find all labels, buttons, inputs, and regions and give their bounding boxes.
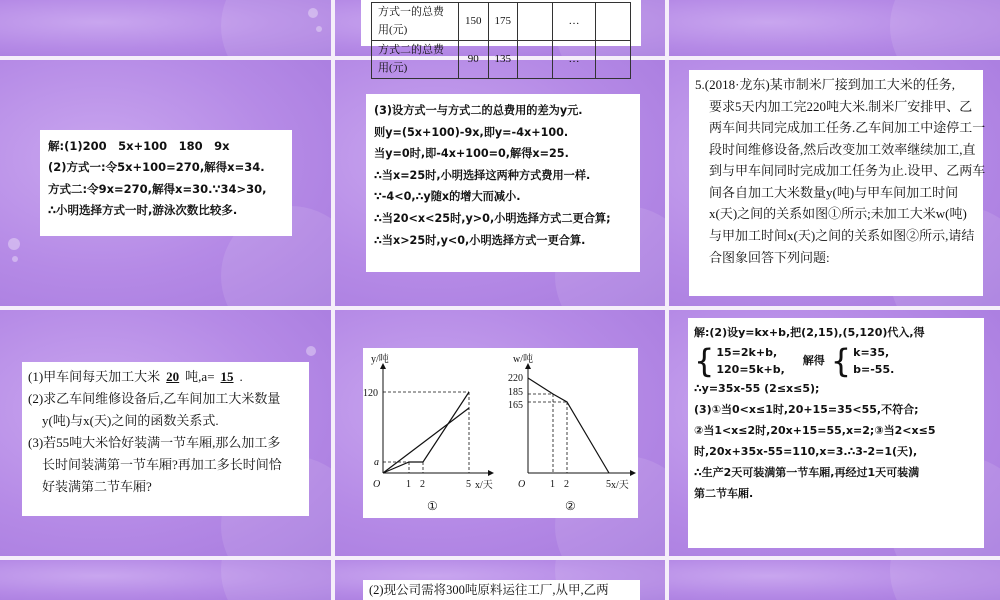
table-cell (518, 41, 553, 79)
fee-table-card (361, 0, 641, 74)
solution-text: 解得 (802, 354, 825, 368)
question-text: (1)甲车间每天加工大米 (28, 369, 161, 384)
w-line (528, 378, 609, 473)
tick-label: 1 (406, 479, 411, 490)
table-cell (518, 3, 553, 41)
problem-line: 5.(2018·龙东)某市制米厂接到加工大米的任务, (695, 77, 955, 92)
slide-r1c1 (0, 0, 331, 56)
solution-line: ∴生产2天可装满第一节车厢,再经过1天可装满 (694, 465, 920, 479)
question-text: . (239, 369, 243, 384)
solution-line: ∴当x>25时,y<0,小明选择方式一更合算. (374, 233, 586, 247)
origin-label: O (373, 479, 381, 490)
solution-line: (3)①当0<x≤1时,20+15=35<55,不符合; (694, 402, 919, 416)
problem-line: 段时间维修设备,然后改变加工效率继续加工,直 (709, 141, 976, 157)
table-cell (596, 3, 631, 41)
tick-label: a (374, 457, 379, 468)
equation-line: 15=2k+b, (716, 345, 778, 359)
graph-caption: ① (427, 499, 438, 513)
problem-card (689, 70, 986, 296)
question-line: (2)求乙车间维修设备后,乙车间加工大米数量 (28, 391, 281, 407)
bottom-line: (2)现公司需将300吨原料运往工厂,从甲,乙两 (369, 583, 609, 597)
solution-line: ②当1<x≤2时,20x+15=55,x=2;③当2<x≤5 (694, 423, 936, 437)
tick-label: 120 (363, 388, 378, 399)
tick-label: 2 (420, 479, 425, 490)
problem-line: 间各自加工大米数量y(吨)与甲车间加工时间 (709, 184, 959, 200)
answer-blank: 20 (166, 369, 180, 384)
equation-line: 120=5k+b, (716, 363, 785, 377)
solution-card-a (40, 130, 292, 236)
y-axis-label: w/吨 (513, 354, 533, 365)
tick-label: 1 (550, 479, 555, 490)
fee-table (371, 2, 631, 79)
slide-r4c3 (669, 560, 1000, 600)
solution-card-c (688, 318, 984, 548)
question-line: y(吨)与x(天)之间的函数关系式. (42, 413, 219, 429)
question-line: (3)若55吨大米恰好装满一节车厢,那么加工多 (28, 435, 281, 451)
solution-card-b (366, 94, 640, 272)
brace-icon: { (830, 342, 852, 381)
tick-label: 165 (508, 400, 523, 411)
x-axis-label: x/天 (611, 480, 629, 491)
tick-label: 5 (606, 479, 611, 490)
answer-blank: 15 (220, 369, 234, 384)
brace-icon: { (694, 342, 715, 381)
graphs-card (363, 348, 638, 518)
solution-line: 时,20x+35x-55=110,x=3.∴3-2=1(天), (694, 444, 918, 458)
solution-line: 解:(2)设y=kx+b,把(2,15),(5,120)代入,得 (694, 326, 925, 339)
tick-label: 5 (466, 479, 471, 490)
question-line: 好装满第二节车厢? (42, 479, 152, 495)
y-axis-label: y/吨 (371, 354, 389, 365)
question-1 (28, 366, 303, 388)
solution-line: ∴当20<x<25时,y>0,小明选择方式二更合算; (374, 212, 611, 226)
equation-line: k=35, (853, 345, 890, 359)
table-cell: 方式二的总费用(元) (372, 41, 459, 79)
solution-line: 则y=(5x+100)-9x,即y=-4x+100. (374, 125, 569, 139)
table-cell: … (553, 3, 596, 41)
solution-line: 解:(1)200 5x+100 180 9x (48, 139, 230, 153)
slide-r4c1 (0, 560, 331, 600)
solution-line: ∴当x=25时,小明选择这两种方式费用一样. (374, 168, 591, 182)
equation-system (694, 344, 978, 379)
graph-caption: ② (565, 499, 576, 513)
problem-line: 要求5天内加工完220吨大米.制米厂安排甲、乙 (709, 98, 973, 114)
jia-line (383, 408, 469, 473)
solution-line: 方式二:令9x=270,解得x=30.∵34>30, (48, 181, 267, 196)
solution-line: 当y=0时,即-4x+100=0,解得x=25. (374, 147, 569, 161)
x-axis-label: x/天 (475, 480, 493, 491)
table-cell: 90 (459, 41, 489, 79)
tick-label: 220 (508, 373, 523, 384)
table-cell: 150 (459, 3, 489, 41)
graph-2 (508, 352, 635, 513)
question-line: 长时间装满第一节车厢?再加工多长时间恰 (42, 457, 282, 473)
tick-label: 2 (564, 479, 569, 490)
table-cell (596, 41, 631, 79)
solution-line: ∴y=35x-55 (2≤x≤5); (694, 382, 820, 396)
table-row (372, 41, 631, 79)
solution-line: (3)设方式一与方式二的总费用的差为y元. (374, 104, 583, 117)
problem-line: 与甲加工时间x(天)之间的关系如图②所示,请结 (709, 228, 975, 244)
bottom-text-card (363, 580, 640, 600)
yi-line (383, 392, 469, 473)
table-cell: … (553, 41, 596, 79)
question-text: 吨,a= (185, 369, 215, 384)
solution-line: ∵-4<0,∴y随x的增大而减小. (374, 190, 521, 204)
solution-line: (2)方式一:令5x+100=270,解得x=34. (48, 160, 265, 175)
origin-label: O (518, 479, 526, 490)
equation-line: b=-55. (853, 363, 895, 377)
problem-line: 两车间共同完成加工任务.乙车间加工中途停工一 (709, 120, 986, 136)
questions-card (22, 362, 309, 516)
solution-line: 第二节车厢. (694, 486, 754, 500)
problem-line: x(天)之间的关系如图①所示;未加工大米w(吨) (709, 206, 967, 222)
function-graphs (363, 348, 638, 518)
tick-label: 185 (508, 387, 523, 398)
table-cell: 175 (488, 3, 518, 41)
table-cell: 135 (488, 41, 518, 79)
slide-r1c3 (669, 0, 1000, 56)
problem-line: 到与甲车间同时完成加工任务为止.设甲、乙两车 (709, 163, 986, 179)
table-row (372, 3, 631, 41)
problem-line: 合图象回答下列问题: (709, 249, 830, 265)
table-cell: 方式一的总费用(元) (372, 3, 459, 41)
graph-1 (363, 352, 493, 513)
solution-line: ∴小明选择方式一时,游泳次数比较多. (48, 202, 238, 217)
